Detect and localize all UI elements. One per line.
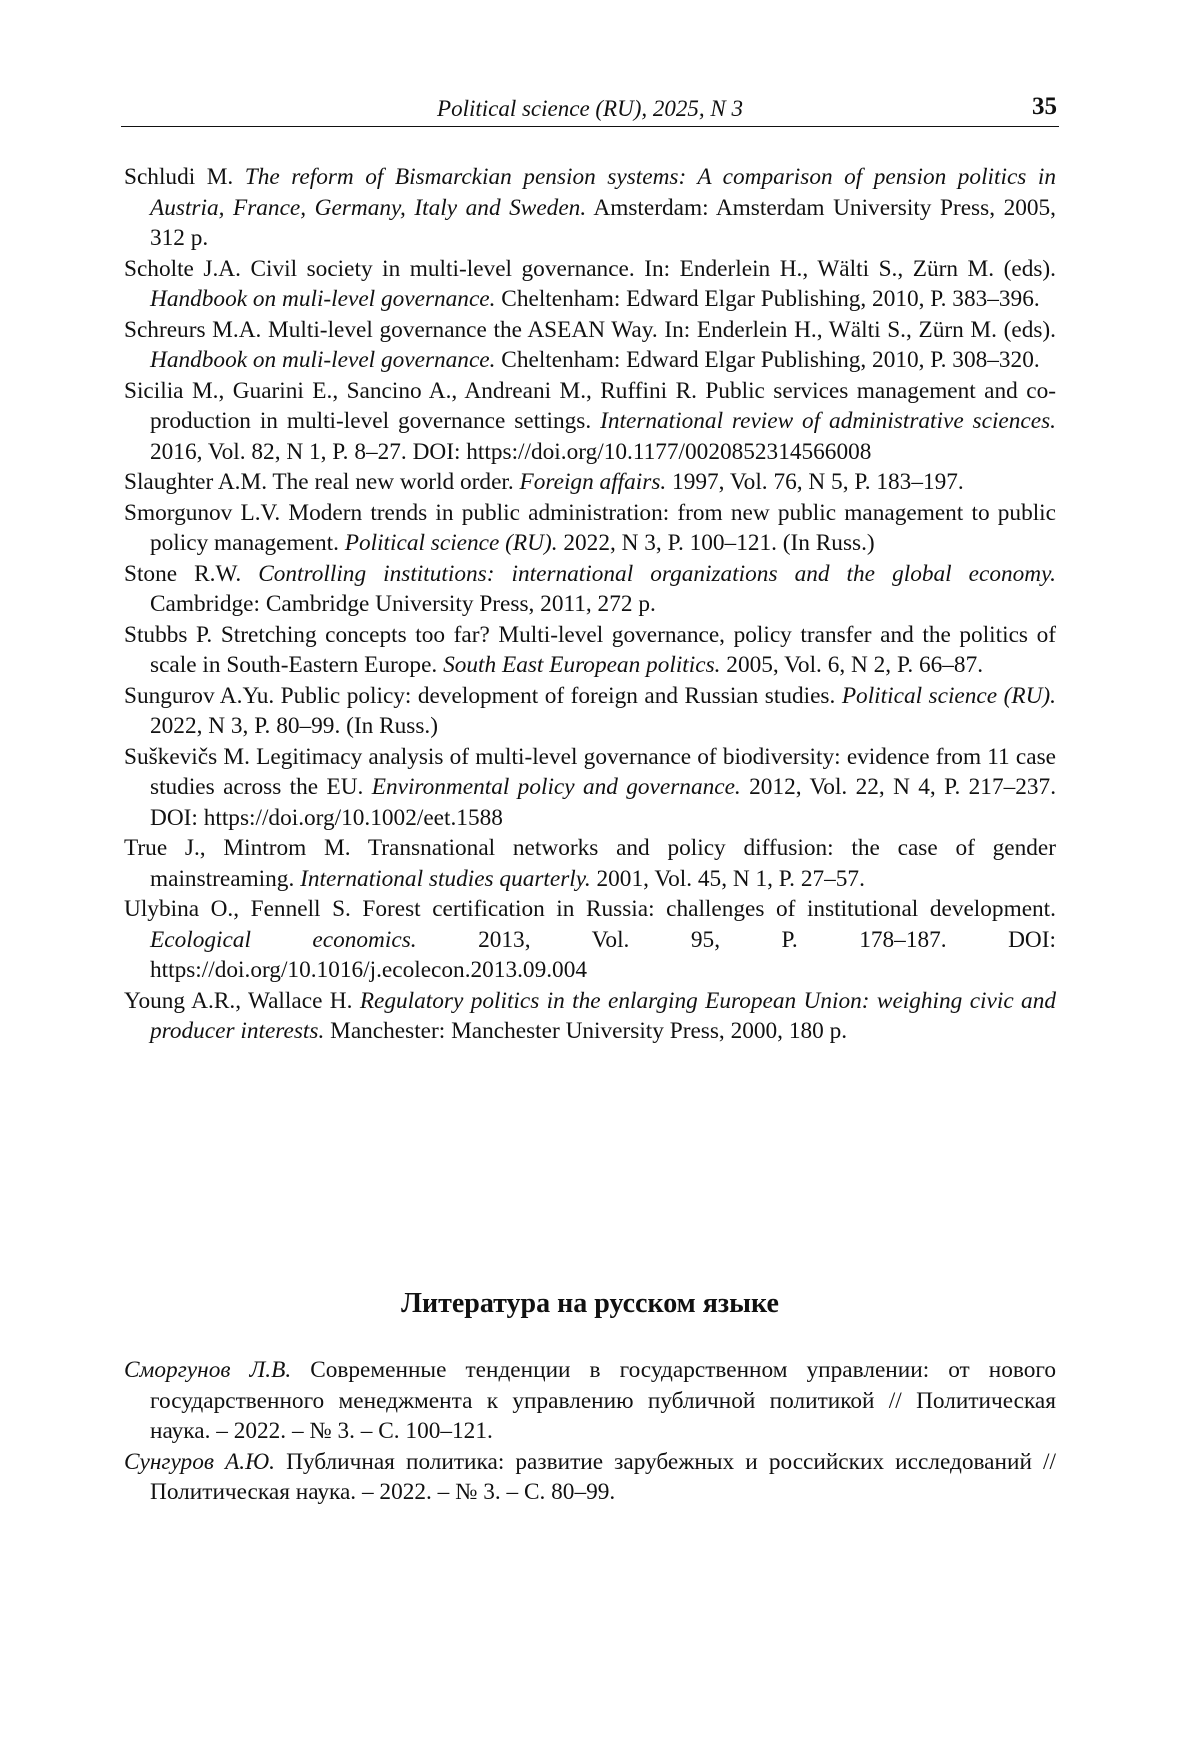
ref-details: Cheltenham: Edward Elgar Publishing, 2010, P. 308–320. xyxy=(495,347,1040,373)
ref-title: Public services management and co-production in multi-level governance settings. xyxy=(150,377,1056,434)
reference-item xyxy=(124,162,1056,254)
ref-title: The reform of Bismarckian pension systems: A comparison of pension politics in Austria, France, Germany, Italy and Sweden. xyxy=(150,164,1056,221)
reference-item xyxy=(124,315,1056,376)
section-heading: Литература на русском языке xyxy=(401,1288,779,1319)
reference-item xyxy=(124,254,1056,315)
ref-source: Handbook on muli-level governance. xyxy=(150,286,496,312)
ref-details: 1997, Vol. 76, N 5, P. 183–197. xyxy=(666,469,964,495)
ref-title: Controlling institutions: international organizations and the global economy. xyxy=(258,560,1056,587)
ref-title: Forest certification in Russia: challenges of institutional development. xyxy=(362,896,1056,922)
ref-authors: Young A.R., Wallace H. xyxy=(124,987,360,1014)
ref-title: Stretching concepts too far? Multi-level governance, policy transfer and the politics of scale in South-Eastern Europe. xyxy=(150,621,1056,678)
ref-details: 2016, Vol. 82, N 1, P. 8–27. DOI: https://doi.org/10.1177/0020852314566008 xyxy=(150,438,872,465)
ref-title: Regulatory politics in the enlarging European Union: weighing civic and producer interests. xyxy=(150,987,1056,1044)
ref-details: Современные тенденции в государственном управлении: от нового государственного менеджмента к управлению публичной политикой // Политическая наука. – 2022. – № 3. – С. 100–121. xyxy=(150,1357,1057,1444)
ref-details: Cambridge: Cambridge University Press, 2011, 272 p. xyxy=(150,591,656,617)
ref-authors: True J., Mintrom M. xyxy=(124,835,368,861)
ref-details: 2005, Vol. 6, N 2, P. 66–87. xyxy=(720,652,984,678)
reference-item xyxy=(124,1447,1056,1508)
ref-details: Cheltenham: Edward Elgar Publishing, 2010, P. 383–396. xyxy=(495,286,1040,312)
ref-source: International studies quarterly. xyxy=(300,865,591,892)
ref-source: Environmental policy and governance. xyxy=(371,774,741,800)
ref-details: Manchester: Manchester University Press, 2000, 180 p. xyxy=(324,1018,848,1044)
ref-authors: Ulybina O., Fennell S. xyxy=(124,896,363,922)
ref-authors: Schreurs M.A. xyxy=(124,316,269,343)
page-number: 35 xyxy=(1032,93,1057,120)
ref-authors: Scholte J.A. xyxy=(124,255,251,282)
reference-item xyxy=(124,376,1056,468)
reference-item xyxy=(124,620,1056,681)
journal-title: Political science (RU), 2025, N 3 xyxy=(437,96,743,121)
ref-title: Legitimacy analysis of multi-level governance of biodiversity: evidence from 11 case studies across the EU. xyxy=(150,743,1056,800)
reference-item xyxy=(124,742,1056,834)
reference-item xyxy=(124,894,1056,986)
ref-source: Ecological economics. xyxy=(150,926,417,953)
ref-authors: Sicilia M., Guarini E., Sancino A., Andreani M., Ruffini R. xyxy=(124,377,706,404)
reference-item xyxy=(124,559,1056,620)
ref-title: Modern trends in public administration: from new public management to public policy management. xyxy=(150,499,1056,556)
ref-source: Handbook on muli-level governance. xyxy=(150,347,496,373)
ref-title: The real new world order. xyxy=(272,469,520,495)
reference-item xyxy=(124,498,1056,559)
ref-authors: Schludi M. xyxy=(124,164,245,190)
ref-details: Публичная политика: развитие зарубежных и российских исследований // Политическая наука. – 2022. – № 3. – С. 80–99. xyxy=(150,1448,1056,1505)
reference-item xyxy=(124,833,1056,894)
ref-authors: Stubbs P. xyxy=(124,621,221,648)
ref-title: Transnational networks and policy diffusion: the case of gender mainstreaming. xyxy=(150,835,1057,892)
ref-authors: Stone R.W. xyxy=(124,560,259,587)
russian-reference-list xyxy=(124,1355,1056,1508)
reference-list xyxy=(124,162,1056,1047)
reference-item xyxy=(124,986,1056,1047)
reference-item xyxy=(124,467,1056,498)
ref-source: Foreign affairs. xyxy=(519,469,667,495)
reference-item xyxy=(124,681,1056,742)
ref-source: Political science (RU). xyxy=(344,530,558,556)
ref-details: 2012, Vol. 22, N 4, P. 217–237. DOI: https://doi.org/10.1002/eet.1588 xyxy=(150,774,1057,831)
ref-details: 2001, Vol. 45, N 1, P. 27–57. xyxy=(590,865,865,892)
ref-title: Multi-level governance the ASEAN Way. In: Enderlein H., Wälti S., Zürn M. (eds). xyxy=(268,316,1057,343)
ref-details: Amsterdam: Amsterdam University Press, 2005, 312 p. xyxy=(150,194,1056,251)
running-header xyxy=(121,92,1059,127)
ref-details: 2022, N 3, P. 80–99. (In Russ.) xyxy=(150,713,438,739)
ref-authors: Сморгунов Л.В. xyxy=(124,1357,292,1383)
ref-source: Political science (RU). xyxy=(841,682,1056,709)
ref-authors: Suškevičs M. xyxy=(124,743,257,770)
ref-authors: Sungurov A.Yu. xyxy=(124,682,281,709)
ref-title: Public policy: development of foreign and Russian studies. xyxy=(280,682,842,709)
ref-authors: Smorgunov L.V. xyxy=(124,499,289,526)
ref-details: 2013, Vol. 95, P. 178–187. DOI: https://doi.org/10.1016/j.ecolecon.2013.09.004 xyxy=(150,926,1056,983)
ref-title: Civil society in multi-level governance. In: Enderlein H., Wälti S., Zürn M. (eds). xyxy=(250,255,1056,282)
ref-source: South East European politics. xyxy=(443,652,721,678)
ref-source: International review of administrative sciences. xyxy=(600,408,1056,434)
ref-authors: Сунгуров А.Ю. xyxy=(124,1448,275,1475)
ref-details: 2022, N 3, P. 100–121. (In Russ.) xyxy=(557,530,875,556)
reference-item xyxy=(124,1355,1056,1447)
ref-authors: Slaughter A.M. xyxy=(124,469,273,495)
